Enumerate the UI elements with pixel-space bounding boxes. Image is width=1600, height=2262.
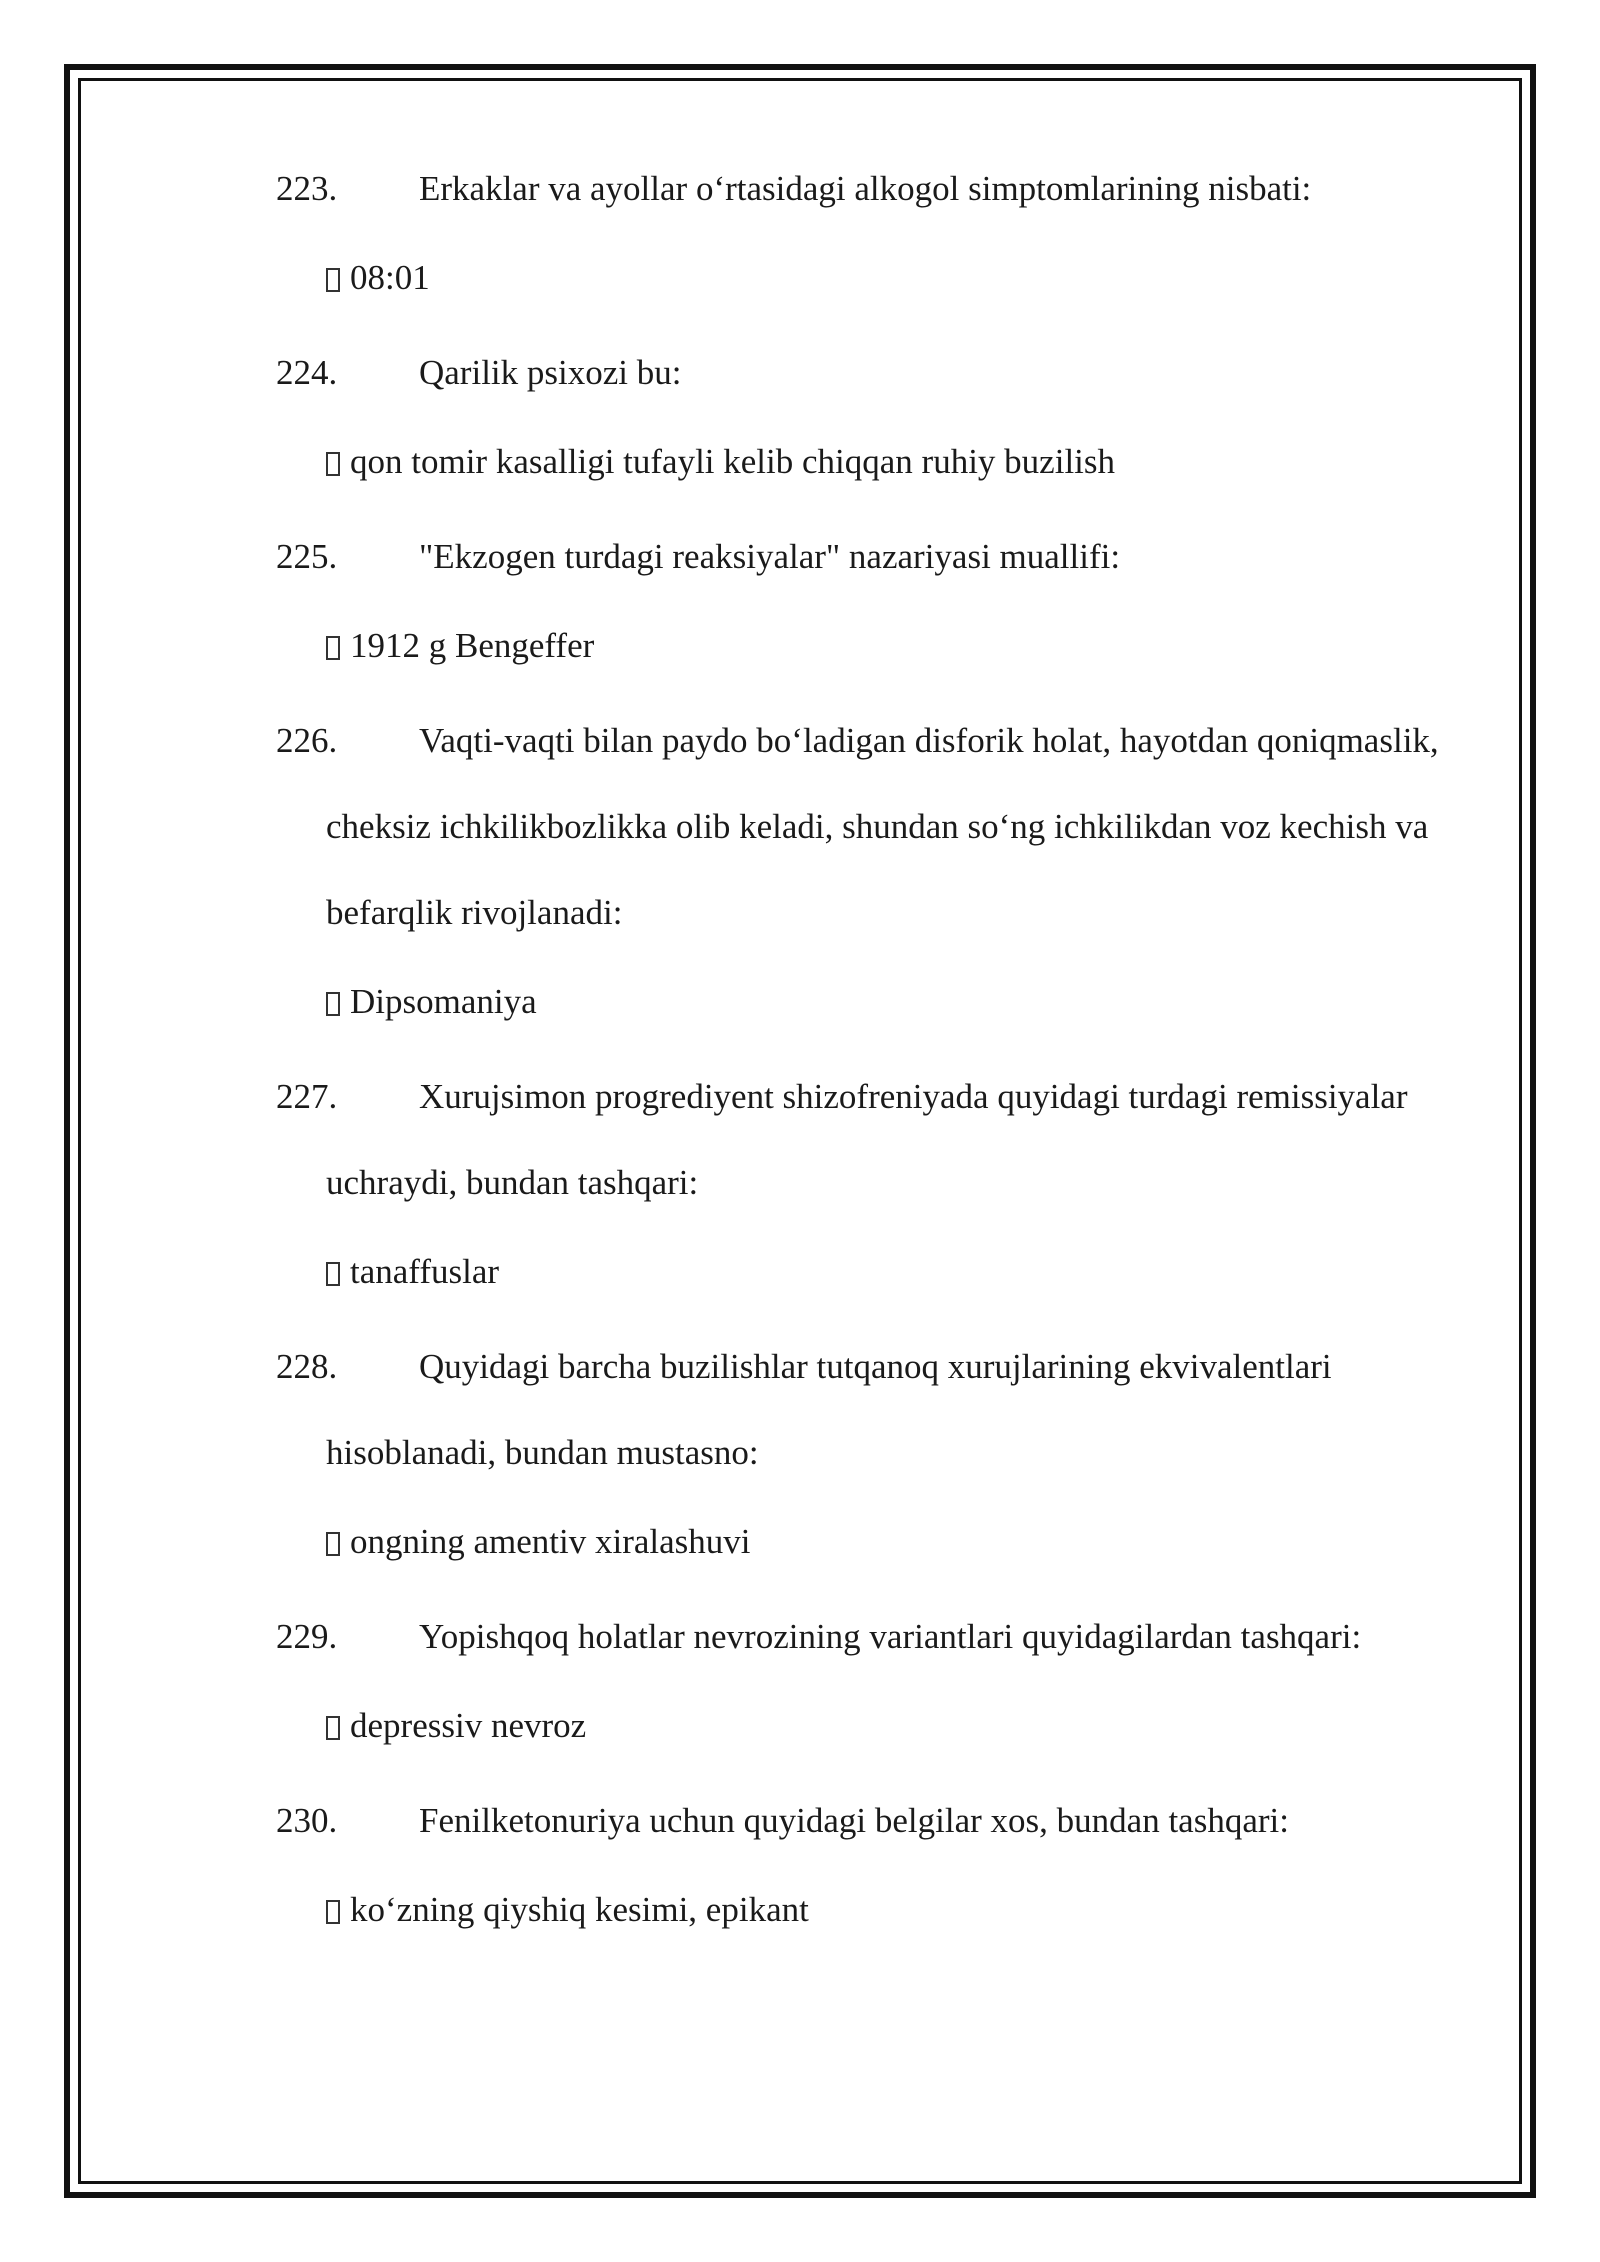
question-number: 229. (276, 1617, 338, 1656)
answer-224 (276, 436, 1496, 488)
question-text: Erkaklar va ayollar o‘rtasidagi alkogol simptomlarining nisbati: (419, 169, 1312, 208)
question-number: 226. (276, 721, 338, 760)
question-228 (276, 1324, 1496, 1496)
question-number: 230. (276, 1801, 338, 1840)
question-text: Xurujsimon progrediyent shizofreniyada quyidagi turdagi remissiyalar uchraydi, bundan tashqari: (326, 1077, 1408, 1202)
answer-text: depressiv nevroz (350, 1706, 587, 1745)
question-number: 223. (276, 169, 338, 208)
missing-glyph-box-icon (326, 452, 340, 476)
answer-text: 1912 g Bengeffer (350, 626, 595, 665)
question-227 (276, 1054, 1496, 1226)
question-225 (276, 514, 1496, 600)
answer-230 (276, 1884, 1496, 1936)
question-text: Yopishqoq holatlar nevrozining variantlari quyidagilardan tashqari: (419, 1617, 1362, 1656)
missing-glyph-box-icon (326, 1716, 340, 1740)
question-224 (276, 330, 1496, 416)
answer-text: ko‘zning qiyshiq kesimi, epikant (350, 1890, 809, 1929)
answer-229 (276, 1700, 1496, 1752)
question-list (276, 146, 1496, 1962)
missing-glyph-box-icon (326, 1900, 340, 1924)
missing-glyph-box-icon (326, 1262, 340, 1286)
answer-text: ongning amentiv xiralashuvi (350, 1522, 751, 1561)
question-226 (276, 698, 1496, 956)
question-text: Qarilik psixozi bu: (419, 353, 682, 392)
answer-text: qon tomir kasalligi tufayli kelib chiqqan ruhiy buzilish (350, 442, 1116, 481)
question-number: 225. (276, 537, 338, 576)
question-229 (276, 1594, 1496, 1680)
question-223 (276, 146, 1496, 232)
question-text: Fenilketonuriya uchun quyidagi belgilar xos, bundan tashqari: (419, 1801, 1289, 1840)
answer-text: 08:01 (350, 258, 430, 297)
question-text: Quyidagi barcha buzilishlar tutqanoq xurujlarining ekvivalentlari hisoblanadi, bundan mustasno: (326, 1347, 1332, 1472)
answer-226 (276, 976, 1496, 1028)
answer-223 (276, 252, 1496, 304)
question-text: Vaqti-vaqti bilan paydo bo‘ladigan disforik holat, hayotdan qoniqmaslik, cheksiz ichkilikbozlikka olib keladi, shundan so‘ng ichkilikdan voz kechish va befarqlik rivojlanadi: (326, 721, 1439, 932)
question-number: 224. (276, 353, 338, 392)
question-number: 227. (276, 1077, 338, 1116)
answer-228 (276, 1516, 1496, 1568)
question-230 (276, 1778, 1496, 1864)
answer-227 (276, 1246, 1496, 1298)
missing-glyph-box-icon (326, 1532, 340, 1556)
answer-225 (276, 620, 1496, 672)
question-text: "Ekzogen turdagi reaksiyalar" nazariyasi muallifi: (419, 537, 1121, 576)
answer-text: Dipsomaniya (350, 982, 537, 1021)
question-number: 228. (276, 1347, 338, 1386)
missing-glyph-box-icon (326, 268, 340, 292)
answer-text: tanaffuslar (350, 1252, 500, 1291)
missing-glyph-box-icon (326, 636, 340, 660)
missing-glyph-box-icon (326, 992, 340, 1016)
